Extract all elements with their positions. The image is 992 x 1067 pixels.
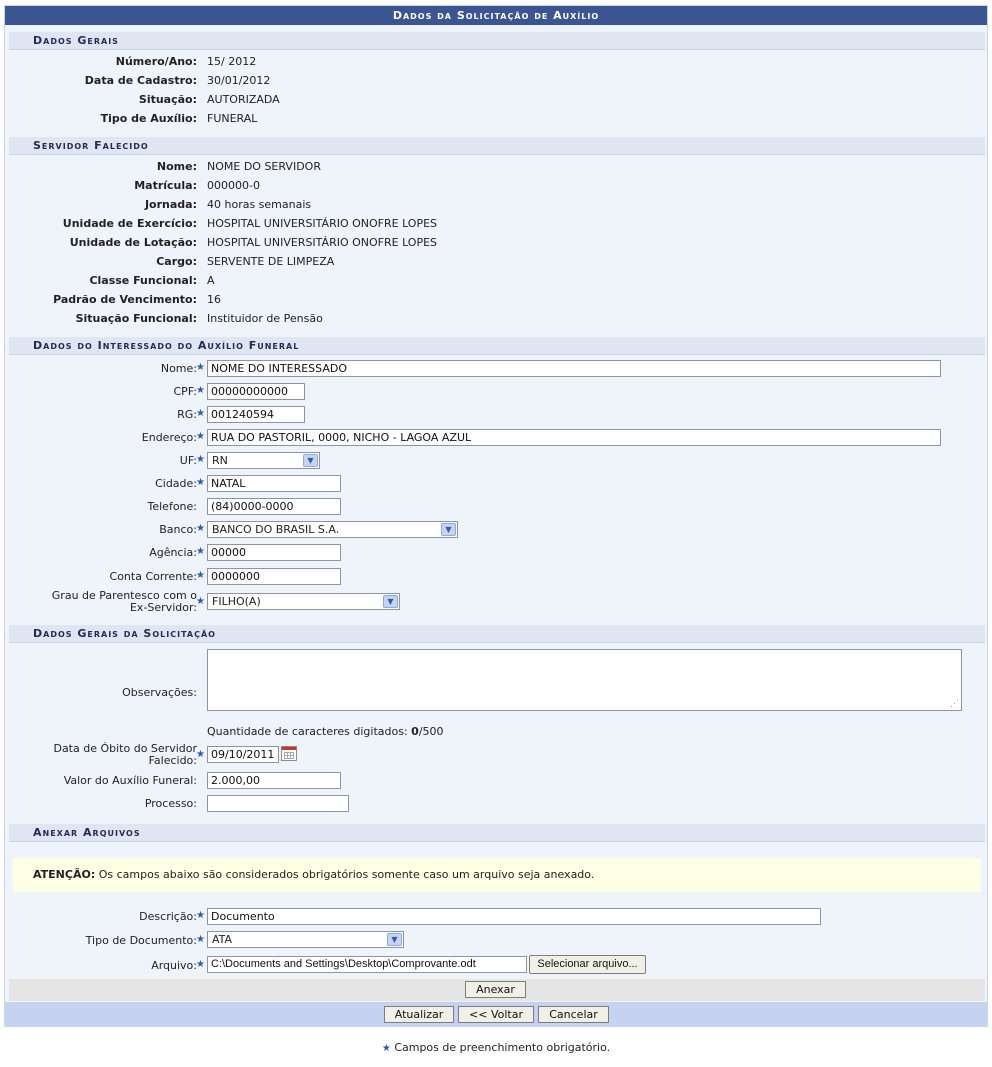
arquivo-label: Arquivo: [151,959,197,972]
matricula-value: 000000-0 [207,179,260,192]
endereco-label: Endereço: [141,431,197,444]
cancelar-button[interactable]: Cancelar [538,1006,609,1023]
anexar-button[interactable]: Anexar [465,981,526,998]
tipo-auxilio-label: Tipo de Auxílio: [100,112,197,125]
unidade-lotacao-label: Unidade de Lotação: [69,236,197,249]
grau-parentesco-select[interactable] [207,593,400,610]
section-solicitacao: Dados Gerais da Solicitação [9,625,985,643]
required-star-icon: ★ [196,385,205,396]
section-interessado: Dados do Interessado do Auxílio Funeral [9,337,985,355]
cidade-label: Cidade: [155,477,197,490]
uf-label: UF: [179,454,197,467]
processo-label: Processo: [144,797,197,810]
padrao-vencimento-value: 16 [207,293,221,306]
unidade-exercicio-label: Unidade de Exercício: [62,217,197,230]
data-obito-label-line2: Falecido: [148,754,197,767]
data-obito-label [53,743,197,767]
required-star-icon: ★ [196,934,205,945]
grau-parentesco-label-line2: Ex-Servidor: [129,601,197,614]
classe-funcional-label: Classe Funcional: [89,274,197,287]
chevron-down-icon[interactable]: ▼ [303,454,318,467]
cpf-input[interactable]: 00000000000 [207,383,305,400]
required-fields-note-text: Campos de preenchimento obrigatório. [394,1041,611,1054]
rg-input[interactable]: 001240594 [207,406,305,423]
valor-auxilio-input[interactable]: 2.000,00 [207,772,341,789]
classe-funcional-value: A [207,274,215,287]
attention-text: Os campos abaixo são considerados obrigatórios somente caso um arquivo seja anexado. [95,868,595,881]
page-title: Dados da Solicitação de Auxílio [5,6,987,25]
situacao-funcional-label: Situação Funcional: [75,312,197,325]
valor-auxilio-label: Valor do Auxílio Funeral: [63,774,197,787]
rg-label: RG: [177,408,197,421]
data-cadastro-label: Data de Cadastro: [84,74,197,87]
required-star-icon: ★ [196,454,205,465]
section-servidor-falecido: Servidor Falecido [9,137,985,155]
numero-label: Número/Ano: [115,55,197,68]
voltar-button[interactable]: << Voltar [458,1006,534,1023]
banco-select-value: BANCO DO BRASIL S.A. [212,523,340,536]
processo-input[interactable] [207,795,349,812]
required-star-icon: ★ [196,570,205,581]
required-star-icon: ★ [196,523,205,534]
required-star-icon: ★ [381,1043,391,1054]
situacao-funcional-value: Instituidor de Pensão [207,312,323,325]
tipo-documento-select[interactable] [207,931,404,948]
chevron-down-icon[interactable]: ▼ [387,933,402,946]
conta-corrente-label: Conta Corrente: [109,570,197,583]
padrao-vencimento-label: Padrão de Vencimento: [53,293,197,306]
uf-select-value: RN [212,454,228,467]
situacao-value: AUTORIZADA [207,93,280,106]
tipo-documento-select-value: ATA [212,933,233,946]
character-counter-prefix: Quantidade de caracteres digitados: [207,725,408,738]
descricao-input[interactable]: Documento [207,908,821,925]
endereco-input[interactable]: RUA DO PASTORIL, 0000, NICHO - LAGOA AZUL [207,429,941,446]
descricao-label: Descrição: [139,910,197,923]
agencia-input[interactable]: 00000 [207,544,341,561]
attention-label: ATENÇÃO: [33,868,96,881]
conta-corrente-input[interactable]: 0000000 [207,568,341,585]
cidade-input[interactable]: NATAL [207,475,341,492]
required-star-icon: ★ [196,362,205,373]
required-fields-note [0,1041,992,1054]
servidor-nome-value: NOME DO SERVIDOR [207,160,321,173]
required-star-icon: ★ [196,546,205,557]
jornada-label: Jornada: [144,198,197,211]
telefone-input[interactable]: (84)0000-0000 [207,498,341,515]
unidade-lotacao-value: HOSPITAL UNIVERSITÁRIO ONOFRE LOPES [207,236,438,249]
required-star-icon: ★ [196,749,205,760]
chevron-down-icon[interactable]: ▼ [441,523,456,536]
cpf-label: CPF: [173,385,197,398]
situacao-label: Situação: [138,93,197,106]
section-anexar-arquivos: Anexar Arquivos [9,824,985,842]
agencia-label: Agência: [149,546,197,559]
interessado-nome-input[interactable]: NOME DO INTERESSADO [207,360,941,377]
interessado-nome-label: Nome: [160,362,197,375]
data-obito-input[interactable]: 09/10/2011 [207,746,279,763]
numero-value: 15/ 2012 [207,55,257,68]
tipo-auxilio-value: FUNERAL [207,112,258,125]
unidade-exercicio-value: HOSPITAL UNIVERSITÁRIO ONOFRE LOPES [207,217,438,230]
arquivo-path-input[interactable]: C:\Documents and Settings\Desktop\Comprovante.odt [207,956,527,973]
required-star-icon: ★ [196,959,205,970]
chevron-down-icon[interactable]: ▼ [383,595,398,608]
character-counter-count: 0 [411,725,419,738]
observacoes-label: Observações: [122,686,197,699]
cargo-value: SERVENTE DE LIMPEZA [207,255,335,268]
solicitation-panel [4,5,988,1027]
required-star-icon: ★ [196,431,205,442]
section-dados-gerais: Dados Gerais [9,32,985,50]
cargo-label: Cargo: [156,255,197,268]
resize-grip-icon[interactable]: ⋰ [950,699,959,709]
grau-parentesco-select-value: FILHO(A) [212,595,261,608]
banco-label: Banco: [159,523,197,536]
jornada-value: 40 horas semanais [207,198,312,211]
calendar-icon[interactable] [281,746,297,761]
required-star-icon: ★ [196,477,205,488]
banco-select[interactable] [207,521,458,538]
grau-parentesco-label [52,590,197,614]
data-obito-label-line1: Data de Óbito do Servidor [53,742,197,755]
character-counter-max: /500 [418,725,444,738]
tipo-documento-label: Tipo de Documento: [85,934,197,947]
servidor-nome-label: Nome: [156,160,197,173]
character-counter [207,725,444,738]
required-star-icon: ★ [196,596,205,607]
data-cadastro-value: 30/01/2012 [207,74,271,87]
select-file-button[interactable]: Selecionar arquivo... [529,955,646,974]
required-star-icon: ★ [196,910,205,921]
telefone-label: Telefone: [147,500,197,513]
required-star-icon: ★ [196,408,205,419]
matricula-label: Matrícula: [134,179,197,192]
atualizar-button[interactable]: Atualizar [384,1006,454,1023]
uf-select[interactable] [207,452,320,469]
observacoes-textarea[interactable] [207,649,962,711]
attention-notice [13,858,981,892]
grau-parentesco-label-line1: Grau de Parentesco com o [51,589,197,602]
